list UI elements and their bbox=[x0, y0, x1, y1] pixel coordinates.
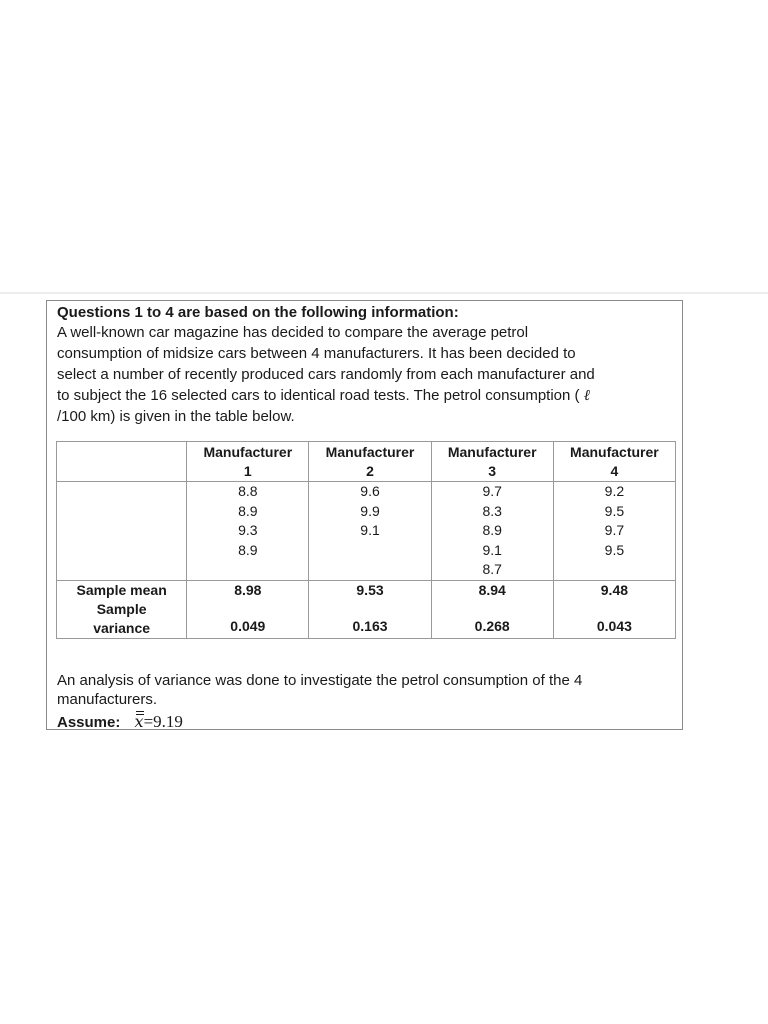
double-bar-icon bbox=[136, 711, 144, 715]
table-header-row bbox=[57, 442, 676, 482]
value: 8.8 bbox=[238, 483, 258, 499]
value: 8.7 bbox=[482, 561, 502, 577]
sample-variance: 0.043 bbox=[596, 617, 632, 634]
intro-line bbox=[57, 385, 677, 406]
column-header-line: Manufacturer bbox=[325, 444, 415, 460]
analysis-line: An analysis of variance was done to investigate the petrol consumption of the 4 bbox=[57, 672, 583, 689]
intro-paragraph bbox=[57, 322, 677, 427]
grand-mean-symbol bbox=[135, 712, 144, 731]
sample-mean-label: Sample mean bbox=[76, 581, 167, 598]
table-values-row bbox=[57, 482, 676, 581]
intro-line: consumption of midsize cars between 4 manufacturers. It has been decided to bbox=[57, 345, 576, 362]
values-cell bbox=[309, 482, 431, 581]
column-header-line: Manufacturer bbox=[570, 444, 659, 460]
value: 9.3 bbox=[238, 522, 258, 538]
litre-symbol: ℓ bbox=[583, 386, 590, 404]
value: 9.1 bbox=[360, 522, 380, 538]
intro-line: /100 km) is given in the table below. bbox=[57, 408, 295, 425]
values-cell bbox=[431, 482, 553, 581]
sample-variance: 0.163 bbox=[352, 617, 388, 634]
sample-mean: 8.94 bbox=[478, 581, 506, 598]
values-label-cell bbox=[57, 482, 187, 581]
assume-label: Assume: bbox=[57, 714, 121, 731]
sample-variance: 0.049 bbox=[230, 617, 266, 634]
intro-line: A well-known car magazine has decided to compare the average petrol bbox=[57, 324, 529, 341]
column-header-number: 3 bbox=[488, 463, 497, 479]
value: 8.9 bbox=[238, 541, 258, 558]
sample-mean: 8.98 bbox=[234, 581, 262, 598]
stats-cell bbox=[187, 580, 309, 638]
value: 9.9 bbox=[360, 502, 380, 519]
value: 9.1 bbox=[482, 541, 502, 558]
column-header bbox=[431, 442, 553, 482]
value: 9.7 bbox=[482, 483, 502, 499]
sample-variance-label-line2: variance bbox=[93, 619, 151, 636]
intro-line-text: to subject the 16 selected cars to identical road tests. The petrol consumption ( bbox=[57, 387, 580, 404]
divider bbox=[0, 292, 768, 294]
grand-mean-letter: x bbox=[134, 712, 144, 731]
assumption-line bbox=[57, 712, 183, 732]
column-header-line: Manufacturer bbox=[447, 444, 537, 460]
sample-mean: 9.48 bbox=[600, 581, 629, 598]
question-box bbox=[46, 300, 683, 730]
stats-cell bbox=[431, 580, 553, 638]
value: 9.5 bbox=[604, 541, 625, 558]
value: 9.6 bbox=[360, 483, 380, 499]
analysis-paragraph bbox=[57, 671, 677, 709]
column-header bbox=[553, 442, 675, 482]
question-heading: Questions 1 to 4 are based on the following information: bbox=[57, 304, 459, 321]
stats-cell bbox=[553, 580, 675, 638]
table-corner-cell bbox=[57, 442, 187, 482]
column-header-number: 1 bbox=[243, 463, 252, 479]
grand-mean-value: =9.19 bbox=[143, 712, 183, 731]
value: 8.9 bbox=[482, 522, 502, 538]
column-header-number: 2 bbox=[366, 463, 374, 479]
intro-line: select a number of recently produced cars randomly from each manufacturer and bbox=[57, 366, 595, 383]
value: 8.3 bbox=[482, 502, 502, 519]
consumption-table bbox=[56, 441, 676, 639]
sample-variance-label-line1: Sample bbox=[96, 600, 147, 617]
value: 9.7 bbox=[604, 522, 625, 538]
sample-mean: 9.53 bbox=[356, 581, 384, 598]
value: 9.2 bbox=[604, 483, 625, 499]
column-header-number: 4 bbox=[610, 463, 619, 479]
column-header bbox=[187, 442, 309, 482]
column-header-line: Manufacturer bbox=[203, 444, 293, 460]
analysis-line: manufacturers. bbox=[57, 691, 158, 708]
table-stats-row bbox=[57, 580, 676, 638]
sample-variance: 0.268 bbox=[474, 617, 510, 634]
column-header bbox=[309, 442, 431, 482]
stats-cell bbox=[309, 580, 431, 638]
values-cell bbox=[553, 482, 675, 581]
stats-label-cell bbox=[57, 580, 187, 638]
value: 8.9 bbox=[238, 502, 258, 519]
values-cell bbox=[187, 482, 309, 581]
value: 9.5 bbox=[604, 502, 625, 519]
